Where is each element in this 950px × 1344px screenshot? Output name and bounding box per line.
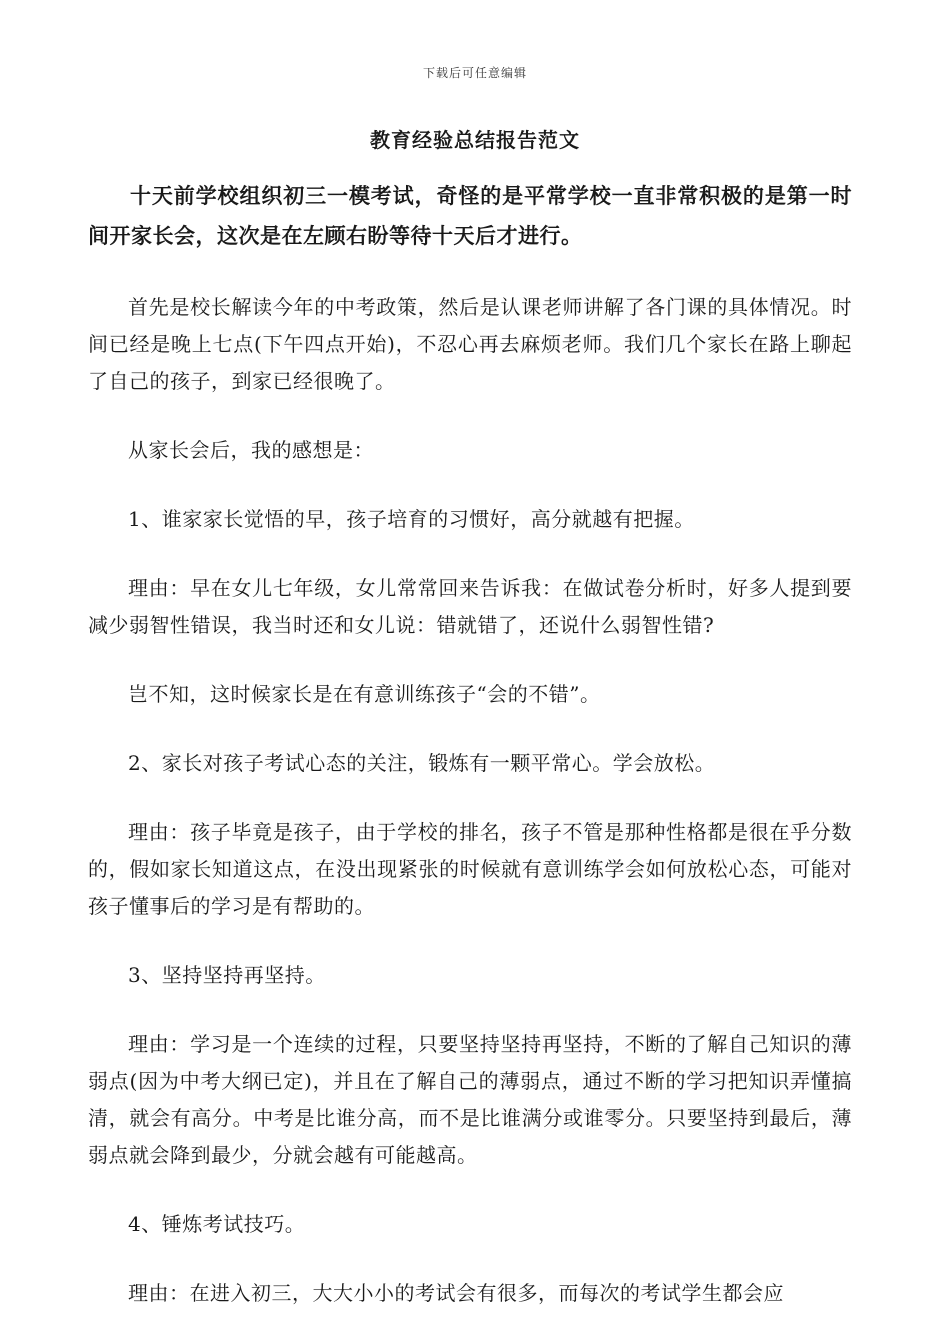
document-body [88, 176, 852, 1344]
paragraph-intro: 首先是校长解读今年的中考政策，然后是认课老师讲解了各门课的具体情况。时间已经是晚上七点(下午四点开始)，不忍心再去麻烦老师。我们几个家长在路上聊起了自己的孩子，到家已经很晚了。 [88, 295, 852, 393]
point-4-heading: 4、锤炼考试技巧。 [128, 1212, 306, 1236]
point-1-reason: 理由：早在女儿七年级，女儿常常回来告诉我：在做试卷分析时，好多人提到要减少弱智性错误，我当时还和女儿说：错就错了，还说什么弱智性错? [88, 576, 852, 637]
point-1-heading: 1、谁家家长觉悟的早，孩子培育的习惯好，高分就越有把握。 [128, 507, 695, 531]
paragraph-feelings: 从家长会后，我的感想是： [128, 438, 374, 462]
header-note: 下载后可任意编辑 [422, 66, 527, 80]
point-2-reason: 理由：孩子毕竟是孩子，由于学校的排名，孩子不管是那种性格都是很在乎分数的，假如家长知道这点，在没出现紧张的时候就有意训练学会如何放松心态，可能对孩子懂事后的学习是有帮助的。 [88, 820, 852, 918]
point-2-heading: 2、家长对孩子考试心态的关注，锻炼有一颗平常心。学会放松。 [128, 751, 716, 775]
point-1-note: 岂不知，这时候家长是在有意训练孩子“会的不错”。 [128, 682, 601, 706]
document-title: 教育经验总结报告范文 [370, 128, 580, 152]
point-3-heading: 3、坚持坚持再坚持。 [128, 963, 326, 987]
lead-paragraph: 十天前学校组织初三一模考试，奇怪的是平常学校一直非常积极的是第一时间开家长会，这次是在左顾右盼等待十天后才进行。 [88, 183, 852, 248]
point-4-reason: 理由：在进入初三，大大小小的考试会有很多，而每次的考试学生都会应 [128, 1281, 784, 1305]
point-3-reason: 理由：学习是一个连续的过程，只要坚持坚持再坚持，不断的了解自己知识的薄弱点(因为中考大纲已定)，并且在了解自己的薄弱点，通过不断的学习把知识弄懂搞清，就会有高分。中考是比谁分高，而不是比谁满分或谁零分。只要坚持到最后，薄弱点就会降到最少，分就会越有可能越高。 [88, 1032, 852, 1167]
